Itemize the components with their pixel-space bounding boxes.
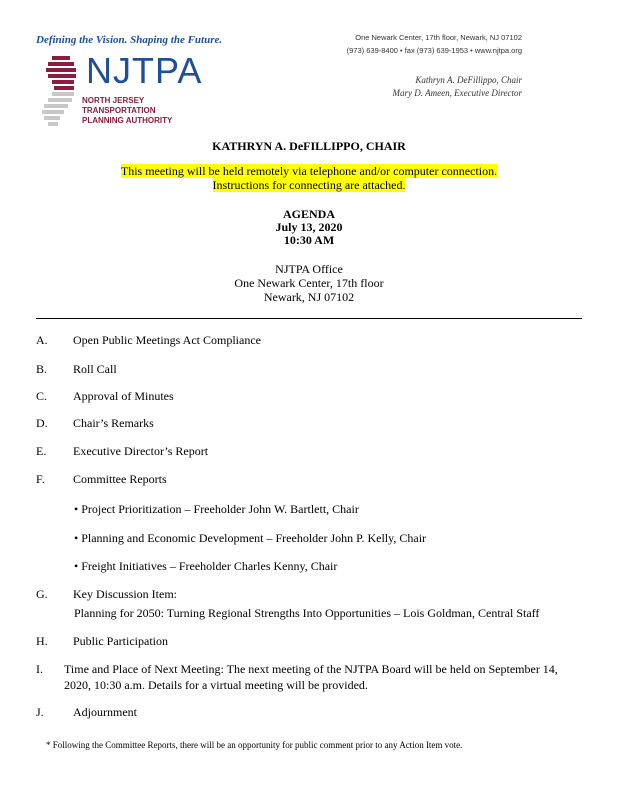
item-letter: C. bbox=[36, 389, 48, 403]
chair-title: KATHRYN A. DeFILLIPPO, CHAIR bbox=[212, 139, 406, 153]
org-name bbox=[82, 96, 172, 126]
item-label: Executive Director’s Report bbox=[73, 444, 209, 458]
agenda-time: 10:30 AM bbox=[283, 233, 335, 247]
key-discussion-detail: Planning for 2050: Turning Regional Strengths Into Opportunities – Lois Goldman, Central Staff bbox=[74, 606, 540, 620]
committee-report: • Planning and Economic Development – Freeholder John P. Kelly, Chair bbox=[74, 531, 427, 545]
remote-notice bbox=[0, 164, 618, 192]
item-label: Public Participation bbox=[73, 634, 168, 648]
contact-info bbox=[347, 31, 522, 57]
notice-line: This meeting will be held remotely via telephone and/or computer connection. bbox=[120, 164, 498, 178]
org-line: TRANSPORTATION bbox=[82, 106, 156, 115]
item-label: Adjournment bbox=[73, 705, 137, 719]
item-letter: D. bbox=[36, 416, 48, 430]
item-letter: G. bbox=[36, 587, 48, 601]
location-line: Newark, NJ 07102 bbox=[263, 290, 355, 304]
item-letter: F. bbox=[36, 472, 45, 486]
org-line: PLANNING AUTHORITY bbox=[82, 116, 173, 125]
item-label: Roll Call bbox=[73, 362, 117, 376]
committee-report: • Freight Initiatives – Freeholder Charles Kenny, Chair bbox=[74, 559, 338, 573]
item-letter: J. bbox=[36, 705, 44, 719]
item-label: Committee Reports bbox=[73, 472, 167, 486]
org-line: NORTH JERSEY bbox=[82, 96, 145, 105]
agenda-date: July 13, 2020 bbox=[275, 220, 343, 234]
chair-name: Kathryn A. DeFillippo, Chair bbox=[415, 75, 522, 85]
item-label: Key Discussion Item: bbox=[73, 587, 177, 601]
officers bbox=[393, 74, 522, 100]
agenda-title: AGENDA bbox=[282, 207, 335, 221]
location-line: One Newark Center, 17th floor bbox=[234, 276, 384, 290]
item-label: Open Public Meetings Act Compliance bbox=[73, 333, 261, 347]
phone-line: (973) 639-8400 • fax (973) 639-1953 • www.njtpa.org bbox=[346, 46, 522, 55]
item-letter: A. bbox=[36, 333, 48, 347]
item-label: Approval of Minutes bbox=[73, 389, 174, 403]
next-meeting-detail: 2020, 10:30 a.m. Details for a virtual meeting will be provided. bbox=[64, 678, 368, 692]
item-letter: E. bbox=[36, 444, 47, 458]
item-letter: H. bbox=[36, 634, 48, 648]
divider bbox=[36, 318, 582, 319]
item-letter: I. bbox=[36, 662, 43, 676]
logo-text: NJTPA bbox=[86, 50, 203, 91]
notice-line: Instructions for connecting are attached. bbox=[212, 178, 406, 192]
location-line: NJTPA Office bbox=[275, 262, 343, 276]
committee-report: • Project Prioritization – Freeholder John W. Bartlett, Chair bbox=[74, 502, 359, 516]
address-line: One Newark Center, 17th floor, Newark, NJ 07102 bbox=[355, 33, 522, 42]
item-label: Chair’s Remarks bbox=[73, 416, 154, 430]
agenda-heading bbox=[0, 208, 618, 247]
item-letter: B. bbox=[36, 362, 48, 376]
item-label: Time and Place of Next Meeting: The next meeting of the NJTPA Board will be held on September 14, bbox=[64, 662, 558, 676]
tagline: Defining the Vision. Shaping the Future. bbox=[36, 34, 223, 46]
executive-director-name: Mary D. Ameen, Executive Director bbox=[392, 88, 522, 98]
footnote: * Following the Committee Reports, there will be an opportunity for public comment prior to any Action Item vote. bbox=[46, 740, 463, 750]
meeting-location bbox=[0, 262, 618, 304]
